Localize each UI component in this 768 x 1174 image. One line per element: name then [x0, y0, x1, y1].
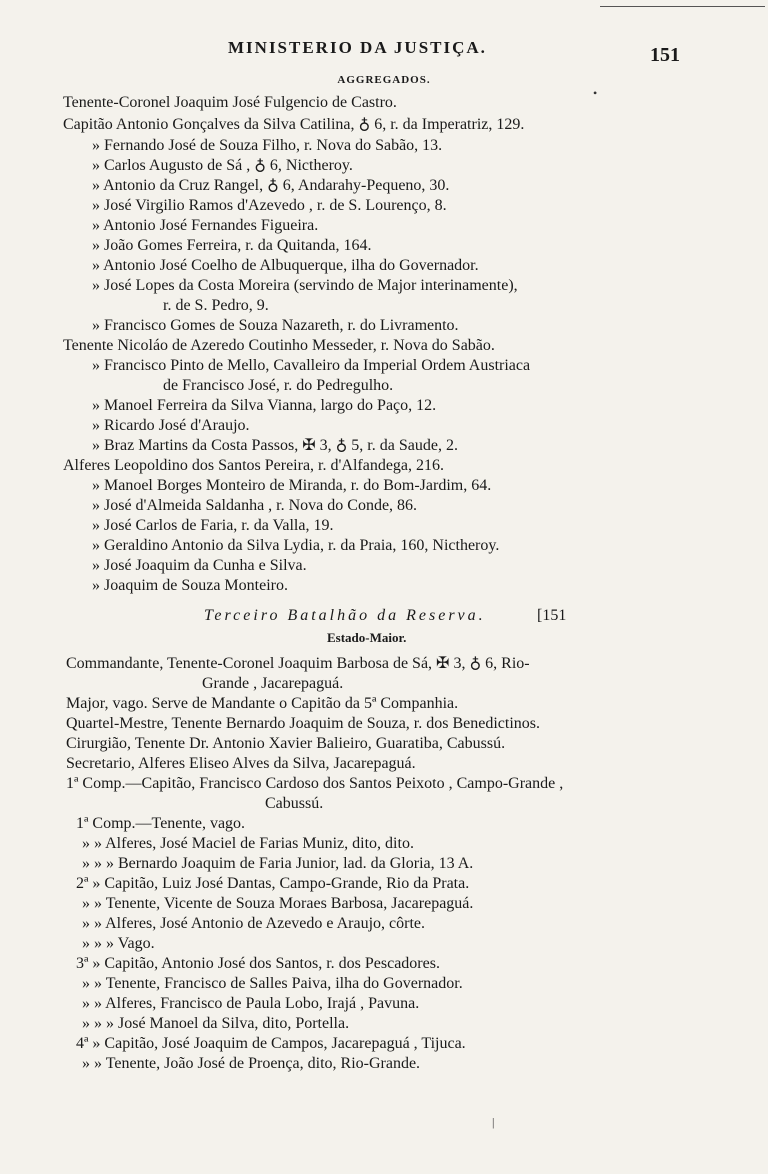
text-line: » » Alferes, Francisco de Paula Lobo, Irajá , Pavuna. — [82, 995, 420, 1012]
text-line: » Joaquim de Souza Monteiro. — [92, 577, 288, 594]
text-line: » Antonio José Coelho de Albuquerque, ilha do Governador. — [92, 257, 479, 274]
text-line: » Geraldino Antonio da Silva Lydia, r. da Praia, 160, Nictheroy. — [92, 537, 500, 554]
text-line: Tenente Nicoláo de Azeredo Coutinho Messeder, r. Nova do Sabão. — [63, 337, 495, 354]
text-line: » » Alferes, José Antonio de Azevedo e Araujo, côrte. — [82, 915, 426, 932]
text-line: Alferes Leopoldino dos Santos Pereira, r. d'Alfandega, 216. — [63, 457, 445, 474]
text-line: » » Tenente, Vicente de Souza Moraes Barbosa, Jacarepaguá. — [82, 895, 474, 912]
page-number: 151 — [650, 44, 680, 66]
text-line: Cirurgião, Tenente Dr. Antonio Xavier Balieiro, Guaratiba, Cabussú. — [66, 735, 506, 752]
text-line: 1ª Comp.—Tenente, vago. — [76, 815, 246, 832]
text-line: » José Virgilio Ramos d'Azevedo , r. de S. Lourenço, 8. — [92, 197, 447, 214]
text-line: » José Joaquim da Cunha e Silva. — [92, 557, 307, 574]
text-line: » Braz Martins da Costa Passos, ✠ 3, ♁ 5, r. da Saude, 2. — [92, 437, 458, 454]
print-mark: • — [593, 86, 598, 100]
text-line: 3ª » Capitão, Antonio José dos Santos, r. dos Pescadores. — [76, 955, 440, 972]
text-line: » Ricardo José d'Araujo. — [92, 417, 250, 434]
print-mark: | — [492, 1115, 495, 1129]
text-line: » Antonio da Cruz Rangel, ♁ 6, Andarahy-Pequeno, 30. — [92, 177, 450, 194]
text-line: » Antonio José Fernandes Figueira. — [92, 217, 319, 234]
text-line: r. de S. Pedro, 9. — [163, 297, 269, 314]
section-subtitle: Estado-Maior. — [327, 630, 407, 645]
text-line: » Fernando José de Souza Filho, r. Nova do Sabão, 13. — [92, 137, 443, 154]
section-ref: [151 — [537, 607, 567, 624]
text-line: Major, vago. Serve de Mandante o Capitão da 5ª Companhia. — [66, 695, 459, 712]
text-line: » » » José Manoel da Silva, dito, Portella. — [82, 1015, 350, 1032]
text-line: » » Alferes, José Maciel de Farias Muniz, dito, dito. — [82, 835, 414, 852]
text-line: » José d'Almeida Saldanha , r. Nova do Conde, 86. — [92, 497, 418, 514]
text-line: Tenente-Coronel Joaquim José Fulgencio de Castro. — [63, 94, 397, 111]
text-line: » José Lopes da Costa Moreira (servindo de Major interinamente), — [92, 277, 518, 294]
text-line: » Francisco Gomes de Souza Nazareth, r. do Livramento. — [92, 317, 459, 334]
text-line: » » Tenente, Francisco de Salles Paiva, ilha do Governador. — [82, 975, 463, 992]
text-line: Secretario, Alferes Eliseo Alves da Silva, Jacarepaguá. — [66, 755, 416, 772]
text-line: » José Carlos de Faria, r. da Valla, 19. — [92, 517, 334, 534]
text-line: Cabussú. — [265, 795, 324, 812]
text-line: 1ª Comp.—Capitão, Francisco Cardoso dos Santos Peixoto , Campo-Grande , — [66, 775, 564, 792]
text-line: Capitão Antonio Gonçalves da Silva Catilina, ♁ 6, r. da Imperatriz, 129. — [63, 116, 525, 133]
text-line: » » » Bernardo Joaquim de Faria Junior, lad. da Gloria, 13 A. — [82, 855, 474, 872]
aggregados-heading: AGGREGADOS. — [337, 74, 431, 86]
text-line: Grande , Jacarepaguá. — [202, 675, 344, 692]
text-line: Quartel-Mestre, Tenente Bernardo Joaquim de Souza, r. dos Benedictinos. — [66, 715, 541, 732]
text-line: » Francisco Pinto de Mello, Cavalleiro da Imperial Ordem Austriaca — [92, 357, 531, 374]
text-line: » João Gomes Ferreira, r. da Quitanda, 164. — [92, 237, 372, 254]
text-line: » » » Vago. — [82, 935, 155, 952]
text-line: » Manoel Borges Monteiro de Miranda, r. do Bom-Jardim, 64. — [92, 477, 492, 494]
text-line: Commandante, Tenente-Coronel Joaquim Barbosa de Sá, ✠ 3, ♁ 6, Rio- — [66, 655, 530, 672]
text-line: 4ª » Capitão, José Joaquim de Campos, Jacarepaguá , Tijuca. — [76, 1035, 466, 1052]
text-line: 2ª » Capitão, Luiz José Dantas, Campo-Grande, Rio da Prata. — [76, 875, 470, 892]
section-title: Terceiro Batalhão da Reserva. — [204, 607, 486, 624]
running-head: MINISTERIO DA JUSTIÇA. — [228, 38, 487, 57]
text-line: » Carlos Augusto de Sá , ♁ 6, Nictheroy. — [92, 157, 353, 174]
text-line: » Manoel Ferreira da Silva Vianna, largo do Paço, 12. — [92, 397, 437, 414]
header-rule — [600, 6, 765, 7]
text-line: » » Tenente, João José de Proença, dito, Rio-Grande. — [82, 1055, 421, 1072]
text-line: de Francisco José, r. do Pedregulho. — [163, 377, 394, 394]
